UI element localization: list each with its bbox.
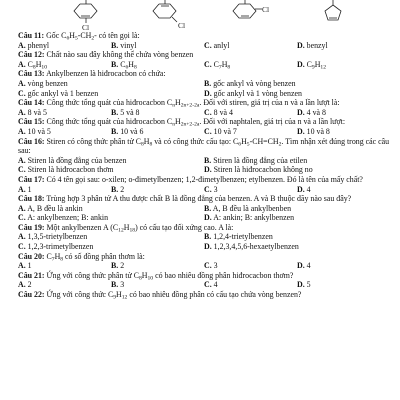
option-letter: B. bbox=[111, 107, 119, 117]
answer-option[interactable] bbox=[204, 242, 390, 252]
answer-options-row bbox=[18, 204, 390, 214]
answer-options-row bbox=[18, 60, 390, 70]
option-text: 1,3,5-trietylbenzen bbox=[25, 232, 88, 242]
answer-options-row bbox=[18, 185, 390, 195]
option-letter: A. bbox=[18, 203, 26, 213]
option-letter: D. bbox=[297, 184, 305, 194]
answer-option[interactable] bbox=[18, 213, 204, 223]
question-number: Câu 14: bbox=[18, 98, 45, 108]
question-number: Câu 11: bbox=[18, 31, 45, 40]
answer-option[interactable] bbox=[18, 185, 111, 195]
option-text: 3 bbox=[211, 184, 218, 194]
option-text: 2 bbox=[118, 261, 125, 271]
answer-option[interactable] bbox=[204, 232, 390, 242]
option-text: 1 bbox=[25, 261, 32, 271]
question bbox=[18, 252, 390, 262]
option-text: 5 và 8 bbox=[118, 107, 140, 117]
option-letter: D. bbox=[297, 280, 305, 290]
option-text: 2 bbox=[25, 280, 32, 290]
question-list bbox=[18, 31, 390, 300]
answer-options-row bbox=[18, 79, 390, 89]
option-text: $C_8H_{10}$ bbox=[25, 59, 48, 71]
answer-option[interactable] bbox=[18, 204, 204, 214]
question-text: Gốc $C_6H_5-CH_2-$ có tên gọi là: bbox=[44, 31, 140, 42]
option-text: Stiren là đồng đẳng của benzen bbox=[25, 155, 127, 165]
option-letter: D. bbox=[297, 59, 305, 69]
question-number: Câu 13: bbox=[18, 69, 45, 79]
option-text: $C_7H_8$ bbox=[211, 59, 231, 71]
option-text: 8 và 5 bbox=[25, 107, 47, 117]
question bbox=[18, 50, 390, 60]
structure-label-cl: Cl bbox=[82, 23, 90, 30]
option-letter: A. bbox=[18, 261, 26, 271]
option-text: anlyl bbox=[211, 40, 230, 50]
option-letter: B. bbox=[204, 203, 212, 213]
answer-options-row bbox=[18, 89, 390, 99]
option-letter: D. bbox=[204, 242, 212, 252]
option-text: 1,2,4-trietylbenzen bbox=[211, 232, 273, 242]
question bbox=[18, 69, 390, 79]
option-letter: C. bbox=[204, 184, 212, 194]
question-text: Stiren có công thức phân tử $C_8H_8$ và có công thức cấu tạo: $C_6H_5-CH=CH_2$. Tìm nhận xét đúng trong các câu sau: bbox=[18, 136, 390, 156]
question bbox=[18, 117, 390, 127]
option-letter: B. bbox=[111, 261, 119, 271]
answer-option[interactable] bbox=[18, 41, 111, 51]
option-letter: C. bbox=[18, 88, 26, 98]
option-letter: C. bbox=[18, 242, 26, 252]
question-text: Một ankylbenzen A $(C_{12}H_{18})$ có cấu tạo đối xứng cao. A là: bbox=[44, 222, 234, 234]
question bbox=[18, 175, 390, 185]
answer-option[interactable] bbox=[18, 280, 111, 290]
answer-option[interactable] bbox=[204, 60, 297, 70]
question-number: Câu 16: bbox=[18, 136, 45, 146]
answer-options-row bbox=[18, 41, 390, 51]
option-text: vinyl bbox=[118, 40, 137, 50]
question-text: Trùng hợp 3 phân tử A thu được chất B là đồng đẳng của benzen. A và B thuộc dãy nào sau đây? bbox=[44, 194, 352, 204]
answer-option[interactable] bbox=[297, 60, 390, 70]
option-letter: A. bbox=[18, 232, 26, 242]
answer-option[interactable] bbox=[18, 261, 111, 271]
option-letter: C. bbox=[18, 165, 26, 175]
option-text: 5 bbox=[304, 280, 311, 290]
answer-option[interactable] bbox=[297, 41, 390, 51]
option-text: A, B đều là ankin bbox=[25, 203, 83, 213]
answer-option[interactable] bbox=[204, 79, 390, 89]
option-letter: A. bbox=[18, 59, 26, 69]
structure-para-chlorobenzene bbox=[74, 0, 97, 23]
question bbox=[18, 31, 390, 41]
answer-option[interactable] bbox=[204, 213, 390, 223]
question bbox=[18, 194, 390, 204]
option-text: 4 bbox=[211, 280, 218, 290]
answer-options-row bbox=[18, 156, 390, 166]
answer-option[interactable] bbox=[297, 108, 390, 118]
option-text: 2 bbox=[118, 184, 125, 194]
answer-option[interactable] bbox=[204, 108, 297, 118]
answer-option[interactable] bbox=[297, 127, 390, 137]
option-letter: C. bbox=[204, 261, 212, 271]
answer-option[interactable] bbox=[204, 165, 390, 175]
option-letter: B. bbox=[204, 232, 212, 242]
option-text: vòng benzen bbox=[25, 78, 68, 88]
question-text: Công thức tổng quát của hiđrocacbon $C_nH_{2n+2-2a}$. Đối với naphtalen, giá trị của n và a lần lượt: bbox=[44, 117, 346, 128]
option-text: $C_9H_{12}$ bbox=[304, 59, 327, 71]
question-text: Ứng với công thức $C_9H_{12}$ có bao nhiêu đồng phân có cấu tạo chứa vòng benzen? bbox=[44, 290, 302, 301]
option-letter: D. bbox=[297, 126, 305, 136]
structure-five-membered-ring bbox=[325, 0, 341, 20]
option-letter: A. bbox=[18, 155, 26, 165]
answer-option[interactable] bbox=[204, 261, 297, 271]
option-letter: B. bbox=[111, 280, 119, 290]
option-letter: C. bbox=[204, 280, 212, 290]
option-letter: D. bbox=[297, 107, 305, 117]
option-text: 3 bbox=[118, 280, 125, 290]
option-text: 4 và 8 bbox=[304, 107, 326, 117]
option-letter: A. bbox=[18, 107, 26, 117]
answer-options-row bbox=[18, 280, 390, 290]
answer-options-row bbox=[18, 213, 390, 223]
answer-options-row bbox=[18, 242, 390, 252]
option-letter: A. bbox=[18, 78, 26, 88]
question-number: Câu 15: bbox=[18, 117, 45, 127]
option-text: gốc ankyl và 1 benzen bbox=[25, 88, 99, 98]
option-text: A: ankylbenzen; B: ankin bbox=[25, 213, 109, 223]
answer-option[interactable] bbox=[204, 204, 390, 214]
question-text: Công thức tổng quát của hiđrocacbon $C_nH_{2n+2-2a}$. Đối với stiren, giá trị của n và a lần lượt là: bbox=[44, 98, 340, 109]
option-text: 10 và 6 bbox=[118, 126, 144, 136]
option-text: Stiren là hiđrocacbon không no bbox=[211, 165, 313, 175]
question-number: Câu 21: bbox=[18, 270, 45, 280]
answer-options-row bbox=[18, 108, 390, 118]
answer-option[interactable] bbox=[18, 165, 204, 175]
answer-option[interactable] bbox=[111, 261, 204, 271]
question bbox=[18, 271, 390, 281]
option-text: 1,2,3,4,5,6-hexaetylbenzen bbox=[211, 242, 299, 252]
option-letter: D. bbox=[297, 40, 305, 50]
option-letter: B. bbox=[111, 126, 119, 136]
option-text: 10 và 7 bbox=[211, 126, 237, 136]
answer-option[interactable] bbox=[18, 242, 204, 252]
question-number: Câu 12: bbox=[18, 50, 45, 60]
question bbox=[18, 98, 390, 108]
question-text: $C_7H_8$ có số đồng phân thơm là: bbox=[44, 251, 145, 263]
answer-option[interactable] bbox=[111, 185, 204, 195]
answer-option[interactable] bbox=[111, 280, 204, 290]
question-number: Câu 22: bbox=[18, 290, 45, 300]
option-text: gốc ankyl và vòng benzen bbox=[211, 78, 296, 88]
question bbox=[18, 137, 390, 156]
question bbox=[18, 290, 390, 300]
option-text: phenyl bbox=[25, 40, 50, 50]
answer-option[interactable] bbox=[18, 232, 204, 242]
benzene-structures-row bbox=[0, 0, 400, 30]
option-text: 4 bbox=[304, 261, 311, 271]
question-number: Câu 18: bbox=[18, 194, 45, 204]
option-letter: A. bbox=[18, 126, 26, 136]
answer-option[interactable] bbox=[204, 41, 297, 51]
question-number: Câu 19: bbox=[18, 222, 45, 232]
option-text: 10 và 8 bbox=[304, 126, 330, 136]
option-letter: B. bbox=[204, 155, 212, 165]
option-letter: D. bbox=[204, 88, 212, 98]
question-text: Ankylbenzen là hiđrocacbon có chứa: bbox=[44, 69, 166, 79]
question-text: Ứng với công thức phân tử $C_8H_{10}$ có bao nhiêu đồng phân hiđrocacbon thơm? bbox=[44, 270, 294, 282]
answer-option[interactable] bbox=[204, 127, 297, 137]
answer-options-row bbox=[18, 261, 390, 271]
answer-options-row bbox=[18, 232, 390, 242]
answer-options-row bbox=[18, 165, 390, 175]
answer-option[interactable] bbox=[297, 280, 390, 290]
answer-option[interactable] bbox=[297, 261, 390, 271]
option-letter: C. bbox=[204, 107, 212, 117]
answer-option[interactable] bbox=[111, 108, 204, 118]
option-letter: B. bbox=[111, 59, 119, 69]
option-text: 8 và 4 bbox=[211, 107, 233, 117]
option-text: 1,2,3-trimetylbenzen bbox=[25, 242, 94, 252]
question-text: Chất nào sau đây không thể chứa vòng benzen bbox=[44, 50, 194, 60]
option-letter: C. bbox=[204, 40, 212, 50]
answer-option[interactable] bbox=[18, 108, 111, 118]
option-text: A: ankin; B: ankylbenzen bbox=[211, 213, 295, 223]
option-letter: A. bbox=[18, 40, 26, 50]
option-letter: B. bbox=[111, 40, 119, 50]
option-letter: D. bbox=[297, 261, 305, 271]
option-letter: C. bbox=[204, 59, 212, 69]
option-letter: D. bbox=[204, 165, 212, 175]
answer-option[interactable] bbox=[111, 41, 204, 51]
question-text: Có 4 tên gọi sau: o-xilen; o-đimetylbenzen; 1,2-đimetylbenzen; etylbenzen. Đó là tên của mấy chất? bbox=[44, 174, 363, 184]
option-text: benzyl bbox=[304, 40, 328, 50]
option-letter: C. bbox=[18, 213, 26, 223]
question bbox=[18, 223, 390, 233]
option-text: 10 và 5 bbox=[25, 126, 51, 136]
option-text: 4 bbox=[304, 184, 311, 194]
option-letter: C. bbox=[204, 126, 212, 136]
option-text: Stiren là đồng đẳng của etilen bbox=[211, 155, 308, 165]
option-text: $C_6H_8$ bbox=[118, 59, 137, 71]
option-text: A, B đều là ankylbenben bbox=[211, 203, 292, 213]
answer-option[interactable] bbox=[18, 127, 111, 137]
structure-meta-chlorobenzene bbox=[153, 0, 177, 22]
answer-option[interactable] bbox=[297, 185, 390, 195]
answer-option[interactable] bbox=[204, 280, 297, 290]
answer-options-row bbox=[18, 127, 390, 137]
option-text: gốc ankyl và 1 vòng benzen bbox=[211, 88, 302, 98]
answer-option[interactable] bbox=[18, 156, 204, 166]
option-text: 1 bbox=[25, 184, 32, 194]
question-number: Câu 20: bbox=[18, 251, 45, 261]
structure-label-cl: Cl bbox=[178, 21, 186, 30]
option-letter: B. bbox=[204, 78, 212, 88]
answer-option[interactable] bbox=[204, 89, 390, 99]
answer-option[interactable] bbox=[18, 89, 204, 99]
structure-ortho-chlorobenzene bbox=[233, 0, 262, 18]
option-letter: A. bbox=[18, 184, 26, 194]
answer-option[interactable] bbox=[111, 60, 204, 70]
answer-option[interactable] bbox=[204, 185, 297, 195]
answer-option[interactable] bbox=[18, 79, 204, 89]
option-text: Stiren là hiđrocacbon thơm bbox=[25, 165, 114, 175]
answer-option[interactable] bbox=[18, 60, 111, 70]
question-number: Câu 17: bbox=[18, 174, 45, 184]
answer-option[interactable] bbox=[111, 127, 204, 137]
option-text: 3 bbox=[211, 261, 218, 271]
answer-option[interactable] bbox=[204, 156, 390, 166]
structure-label-cl: Cl bbox=[262, 5, 270, 14]
option-letter: B. bbox=[111, 184, 119, 194]
option-letter: D. bbox=[204, 213, 212, 223]
option-letter: A. bbox=[18, 280, 26, 290]
